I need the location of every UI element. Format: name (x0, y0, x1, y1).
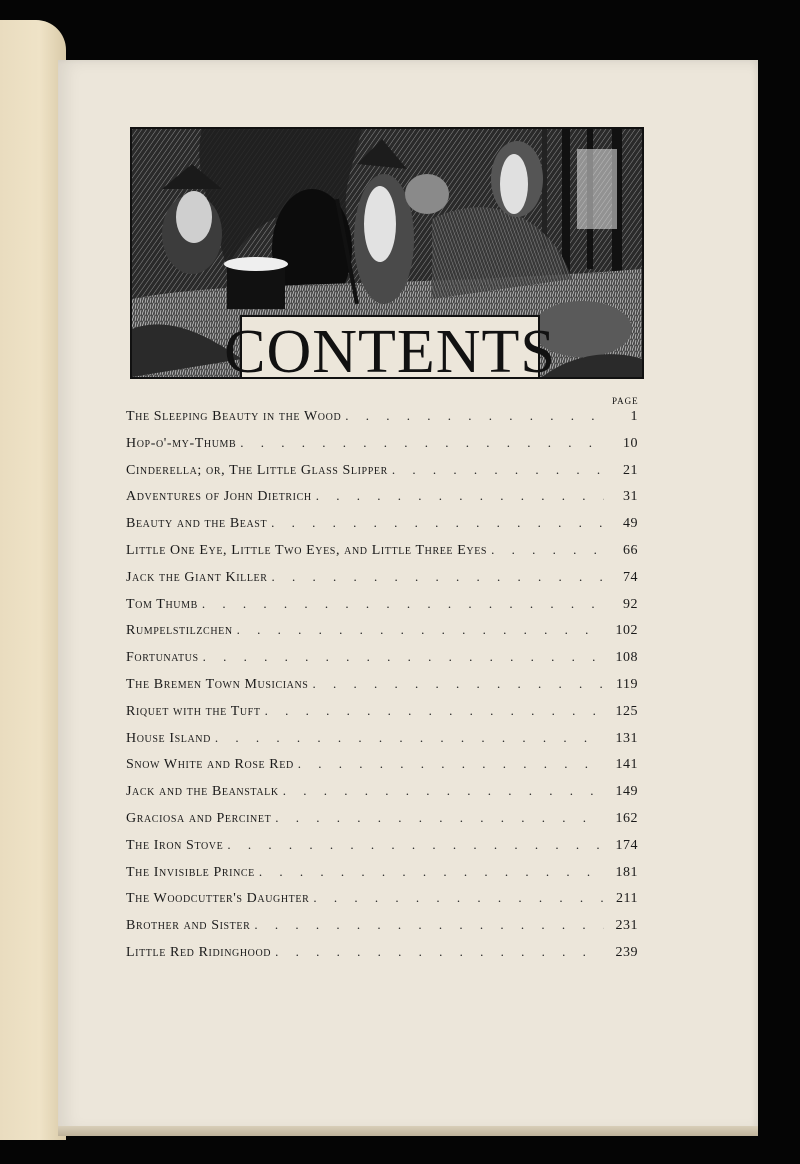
toc-entry-page: 181 (615, 864, 638, 880)
toc-entry-title: The Sleeping Beauty in the Wood (126, 409, 342, 424)
toc-entry (126, 542, 638, 569)
toc-entry-page: 119 (616, 676, 638, 692)
toc-entry-page: 108 (615, 650, 638, 666)
toc-entry-title: Beauty and the Beast (126, 516, 268, 532)
toc-entry-page: 162 (615, 810, 638, 826)
toc-entry (126, 917, 638, 944)
dot-leader (237, 622, 604, 638)
dot-leader (491, 542, 604, 558)
toc-entry (126, 756, 638, 783)
dot-leader (283, 783, 604, 799)
toc-entry-page: 231 (615, 918, 638, 934)
dot-leader (312, 676, 604, 692)
dot-leader (265, 703, 604, 719)
dot-leader (392, 462, 604, 478)
toc-entry-title: Graciosa and Percinet (126, 810, 272, 826)
toc-entry-page: 10 (623, 435, 638, 451)
toc-entry-title: Riquet with the Tuft (126, 703, 261, 719)
toc-entry (126, 783, 638, 810)
toc-entry-title: Hop-o'-my-Thumb (126, 435, 237, 451)
toc-entry-title: Cinderella; or, The Little Glass Slipper (126, 462, 388, 478)
toc-entry-title: Tom Thumb (126, 596, 198, 612)
toc-entry-title: Rumpelstilzchen (126, 623, 233, 639)
dot-leader (345, 408, 604, 424)
dot-leader (240, 435, 604, 451)
toc-entry-title: House Island (126, 730, 211, 746)
dot-leader (272, 569, 604, 585)
illustration-banner (130, 127, 644, 379)
dot-leader (275, 810, 604, 826)
toc-entry (126, 622, 638, 649)
toc-entry-page: 74 (623, 569, 638, 585)
toc-entry (126, 730, 638, 757)
dot-leader (227, 837, 604, 853)
dot-leader (275, 944, 604, 960)
toc-entry (126, 649, 638, 676)
dot-leader (313, 890, 604, 906)
toc-entry (126, 515, 638, 542)
dot-leader (202, 596, 604, 612)
toc-entry-title: Brother and Sister (126, 918, 251, 934)
toc-entry (126, 944, 638, 971)
toc-entry-title: The Bremen Town Musicians (126, 676, 309, 692)
toc-entry-title: Snow White and Rose Red (126, 757, 294, 773)
toc-entry-page: 102 (615, 623, 638, 639)
toc-entry (126, 435, 638, 462)
previous-page-edge (0, 20, 66, 1140)
toc-entry-page: 21 (623, 462, 638, 478)
toc-entry-page: 239 (615, 944, 638, 960)
toc-entry-page: 92 (623, 596, 638, 612)
toc-entry-title: Little One Eye, Little Two Eyes, and Little Three Eyes (126, 542, 488, 558)
toc-entry-title: The Iron Stove (126, 837, 224, 853)
toc-entry (126, 864, 638, 891)
toc-entry-page: 211 (616, 891, 638, 907)
toc-entry (126, 596, 638, 623)
toc-entry (126, 408, 638, 435)
dot-leader (271, 515, 604, 531)
toc-entry-page: 125 (615, 703, 638, 719)
toc-entry (126, 890, 638, 917)
toc-entry-title: Jack the Giant Killer (126, 569, 268, 585)
toc-entry (126, 810, 638, 837)
toc-entry-page: 131 (615, 730, 638, 746)
dot-leader (203, 649, 604, 665)
toc-entry-page: 141 (615, 757, 638, 773)
table-of-contents (126, 408, 638, 971)
toc-entry-title: The Invisible Prince (126, 864, 255, 880)
contents-heading: CONTENTS (224, 318, 556, 379)
dot-leader (215, 730, 604, 746)
toc-entry-page: 174 (615, 837, 638, 853)
toc-entry (126, 676, 638, 703)
page-bottom-edge (58, 1126, 758, 1136)
toc-entry-page: 1 (630, 409, 638, 424)
toc-entry-title: Adventures of John Dietrich (126, 489, 312, 505)
toc-entry (126, 462, 638, 489)
dot-leader (259, 864, 604, 880)
toc-entry-page: 49 (623, 516, 638, 532)
dot-leader (254, 917, 604, 933)
toc-entry-title: Little Red Ridinghood (126, 944, 272, 960)
dot-leader (298, 756, 604, 772)
toc-entry-page: 66 (623, 542, 638, 558)
toc-entry (126, 703, 638, 730)
page-column-label: PAGE (612, 396, 639, 406)
toc-entry-page: 149 (615, 784, 638, 800)
toc-entry-title: The Woodcutter's Daughter (126, 891, 310, 907)
toc-entry (126, 569, 638, 596)
toc-entry (126, 488, 638, 515)
toc-entry-title: Jack and the Beanstalk (126, 784, 279, 800)
toc-entry-title: Fortunatus (126, 650, 199, 666)
dot-leader (316, 488, 604, 504)
toc-entry (126, 837, 638, 864)
contents-title-box (224, 315, 556, 379)
toc-entry-page: 31 (623, 489, 638, 505)
